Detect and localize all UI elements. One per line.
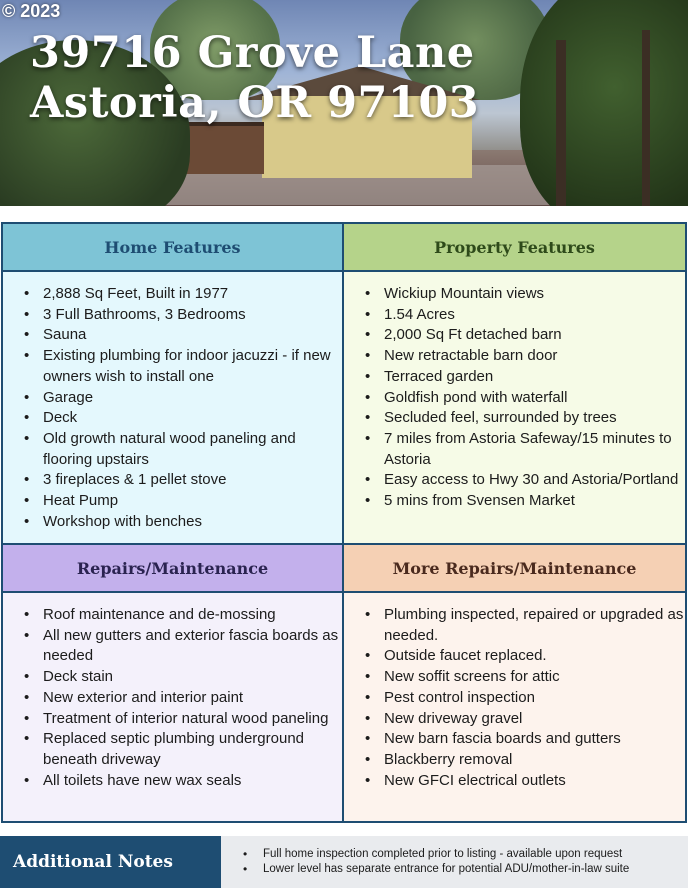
grid-divider [3,591,685,593]
list-item: • 3 Full Bathrooms, 3 Bedrooms [3,305,342,326]
list-item: • Outside faucet replaced. [344,646,685,667]
list-item: • Plumbing inspected, repaired or upgraded as needed. [344,605,685,646]
list-item: • New GFCI electrical outlets [344,771,685,792]
list-item: • New driveway gravel [344,709,685,730]
grid-divider-vertical [342,224,344,821]
list-item: • Replaced septic plumbing underground beneath driveway [3,729,342,770]
list-item: • Goldfish pond with waterfall [344,388,685,409]
repairs-title: Repairs/Maintenance [76,558,269,578]
list-item: • Wickiup Mountain views [344,284,685,305]
tree-trunk [642,30,650,206]
list-item: • Sauna [3,325,342,346]
repairs-header [3,545,342,591]
list-item: • Heat Pump [3,491,342,512]
list-item: • New retractable barn door [344,346,685,367]
tree-right [520,0,688,206]
property-address [30,28,479,128]
list-item: • Old growth natural wood paneling and flooring upstairs [3,429,342,470]
list-item: • 7 miles from Astoria Safeway/15 minutes to Astoria [344,429,685,470]
list-item: • 3 fireplaces & 1 pellet stove [3,470,342,491]
list-item: • Lower level has separate entrance for potential ADU/mother-in-law suite [221,862,688,877]
list-item: • Deck stain [3,667,342,688]
more-repairs-list [344,605,685,791]
property-features-title: Property Features [434,237,595,257]
home-features-body [3,272,342,543]
additional-notes-list [221,847,688,877]
list-item: • Roof maintenance and de-mossing [3,605,342,626]
list-item: • Deck [3,408,342,429]
repairs-body [3,593,342,821]
more-repairs-body [344,593,685,821]
list-item: • Treatment of interior natural wood paneling [3,709,342,730]
home-features-list [3,284,342,532]
more-repairs-title: More Repairs/Maintenance [392,558,637,578]
additional-notes-title [0,836,221,888]
more-repairs-header [344,545,685,591]
grid-divider [3,270,685,272]
list-item: • New barn fascia boards and gutters [344,729,685,750]
list-item: • Blackberry removal [344,750,685,771]
features-grid [1,222,687,823]
property-features-body [344,272,685,543]
home-features-title: Home Features [104,237,241,257]
home-features-header [3,224,342,270]
additional-notes-title-text: Additional Notes [13,852,173,872]
list-item: • Workshop with benches [3,512,342,533]
property-features-list [344,284,685,512]
list-item: • New soffit screens for attic [344,667,685,688]
list-item: • 2,888 Sq Feet, Built in 1977 [3,284,342,305]
list-item: • New exterior and interior paint [3,688,342,709]
list-item: • Easy access to Hwy 30 and Astoria/Portland [344,470,685,491]
list-item: • 5 mins from Svensen Market [344,491,685,512]
list-item: • Existing plumbing for indoor jacuzzi - if new owners wish to install one [3,346,342,387]
list-item: • 2,000 Sq Ft detached barn [344,325,685,346]
list-item: • Full home inspection completed prior to listing - available upon request [221,847,688,862]
list-item: • All new gutters and exterior fascia boards as needed [3,626,342,667]
address-line-1: 39716 Grove Lane [30,28,475,78]
copyright-notice: © 2023 [2,1,61,21]
tree-trunk [556,40,566,206]
repairs-list [3,605,342,791]
address-line-2: Astoria, OR 97103 [30,78,480,128]
list-item: • 1.54 Acres [344,305,685,326]
list-item: • All toilets have new wax seals [3,771,342,792]
grid-divider [3,543,685,545]
list-item: • Pest control inspection [344,688,685,709]
property-features-header [344,224,685,270]
list-item: • Terraced garden [344,367,685,388]
list-item: • Garage [3,388,342,409]
list-item: • Secluded feel, surrounded by trees [344,408,685,429]
additional-notes-body [221,836,688,888]
